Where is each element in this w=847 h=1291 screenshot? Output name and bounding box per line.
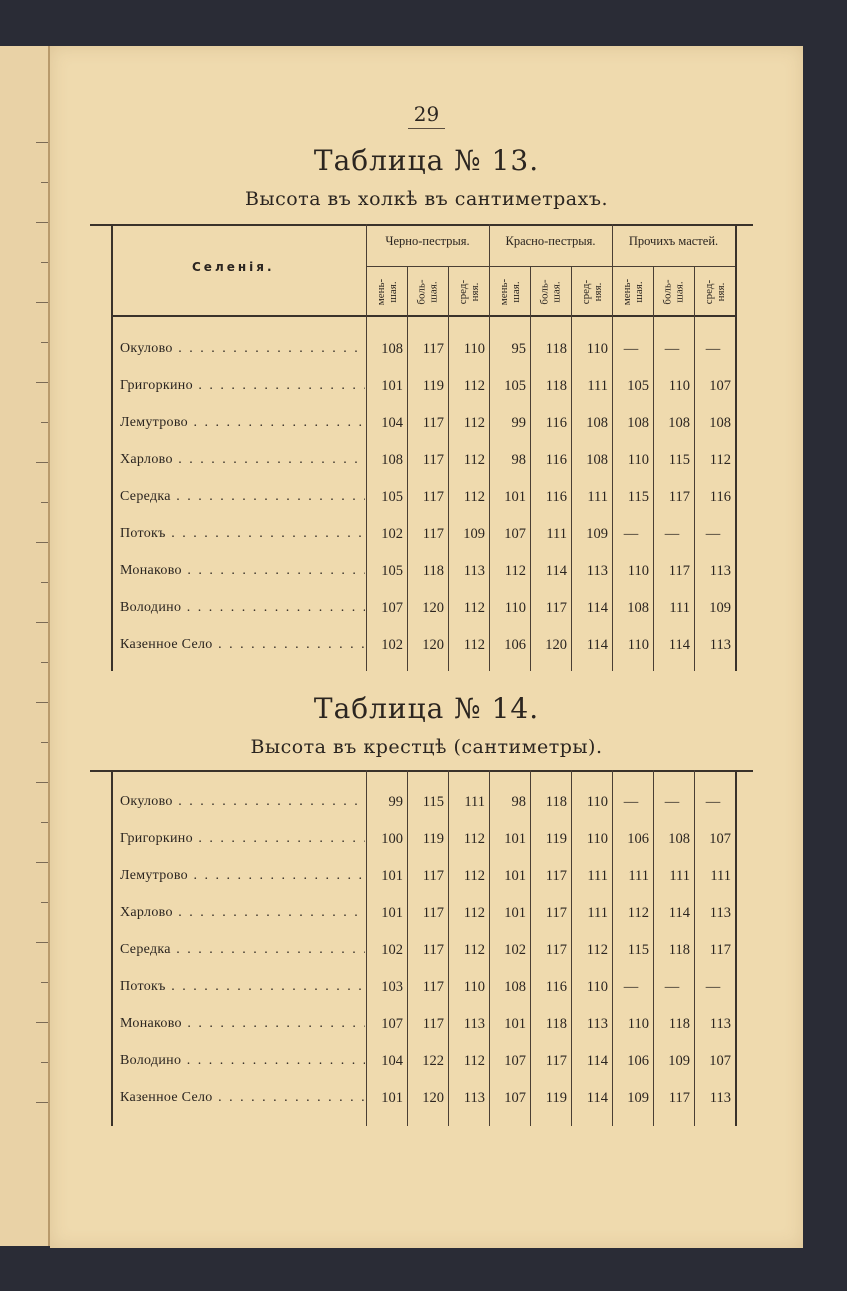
value-cell: 113 xyxy=(709,905,731,921)
table-row xyxy=(50,979,803,999)
value-cell: 111 xyxy=(587,905,608,921)
value-cell: 110 xyxy=(627,637,649,653)
value-cell: 105 xyxy=(381,563,403,579)
value-cell: 120 xyxy=(422,600,444,616)
value-cell: 103 xyxy=(381,979,403,995)
value-cell: 117 xyxy=(422,979,444,995)
value-cell: 118 xyxy=(545,341,567,357)
edge-tick xyxy=(36,462,48,463)
edge-tick xyxy=(36,942,48,943)
value-cell: 107 xyxy=(709,831,731,847)
value-cell: 111 xyxy=(587,378,608,394)
value-cell: — xyxy=(623,794,639,810)
value-cell: 112 xyxy=(463,637,485,653)
value-cell: 113 xyxy=(709,1016,731,1032)
value-cell: 108 xyxy=(504,979,526,995)
edge-tick xyxy=(41,822,48,823)
value-cell: 111 xyxy=(587,868,608,884)
value-cell: — xyxy=(705,341,721,357)
group-header-rule xyxy=(366,266,735,267)
value-cell: 107 xyxy=(381,600,403,616)
value-cell: 116 xyxy=(545,489,567,505)
table-row xyxy=(50,1053,803,1073)
book-page xyxy=(50,46,803,1248)
value-cell: 117 xyxy=(422,526,444,542)
value-cell: 113 xyxy=(463,1016,485,1032)
value-cell: 113 xyxy=(709,563,731,579)
value-cell: 109 xyxy=(463,526,485,542)
subcolumn-header: мень- шая. xyxy=(620,278,645,306)
value-cell: 107 xyxy=(504,1090,526,1106)
value-cell: 110 xyxy=(586,794,608,810)
value-cell: 102 xyxy=(381,637,403,653)
value-cell: 117 xyxy=(422,489,444,505)
value-cell: 117 xyxy=(422,415,444,431)
value-cell: 112 xyxy=(627,905,649,921)
value-cell: 109 xyxy=(586,526,608,542)
village-name: Харлово . . . xyxy=(120,905,365,921)
value-cell: 101 xyxy=(504,1016,526,1032)
value-cell: 112 xyxy=(463,905,485,921)
value-cell: 106 xyxy=(627,1053,649,1069)
subcolumn-header: боль- шая. xyxy=(416,279,440,305)
table-row xyxy=(50,489,803,509)
value-cell: 107 xyxy=(381,1016,403,1032)
value-cell: 112 xyxy=(709,452,731,468)
value-cell: 102 xyxy=(504,942,526,958)
table-top-rule xyxy=(90,224,753,226)
value-cell: 107 xyxy=(504,1053,526,1069)
value-cell: 117 xyxy=(545,905,567,921)
value-cell: 117 xyxy=(545,600,567,616)
table-row xyxy=(50,794,803,814)
village-name: Потокъ . . . xyxy=(120,979,365,995)
value-cell: 114 xyxy=(586,1053,608,1069)
value-cell: 115 xyxy=(627,489,649,505)
value-cell: 110 xyxy=(627,563,649,579)
table-row xyxy=(50,563,803,583)
value-cell: 117 xyxy=(668,1090,690,1106)
value-cell: 112 xyxy=(463,831,485,847)
value-cell: 110 xyxy=(463,979,485,995)
subcolumn-header: сред- няя. xyxy=(456,279,481,305)
value-cell: 110 xyxy=(586,831,608,847)
village-name: Монаково . . . xyxy=(120,563,365,579)
value-cell: 114 xyxy=(545,563,567,579)
value-cell: 116 xyxy=(545,452,567,468)
value-cell: 119 xyxy=(545,831,567,847)
value-cell: 112 xyxy=(463,452,485,468)
village-name: Володино . . . xyxy=(120,1053,365,1069)
value-cell: 119 xyxy=(422,831,444,847)
table-row xyxy=(50,831,803,851)
value-cell: 120 xyxy=(545,637,567,653)
value-cell: 116 xyxy=(545,979,567,995)
value-cell: 100 xyxy=(381,831,403,847)
value-cell: 108 xyxy=(381,452,403,468)
facing-page-edge xyxy=(0,46,50,1246)
edge-tick xyxy=(36,1022,48,1023)
value-cell: 120 xyxy=(422,637,444,653)
value-cell: 102 xyxy=(381,942,403,958)
value-cell: 117 xyxy=(545,1053,567,1069)
value-cell: 116 xyxy=(545,415,567,431)
village-name: Лемутрово . . . xyxy=(120,415,365,431)
value-cell: 102 xyxy=(381,526,403,542)
value-cell: 118 xyxy=(668,1016,690,1032)
edge-tick xyxy=(41,502,48,503)
subcolumn-header: сред- няя. xyxy=(579,279,604,305)
subcolumn-header: сред- няя. xyxy=(702,279,727,305)
value-cell: 111 xyxy=(669,600,690,616)
group-header-3: Прочихъ мастей. xyxy=(628,234,719,248)
edge-tick xyxy=(36,142,48,143)
edge-tick xyxy=(36,542,48,543)
value-cell: 101 xyxy=(504,489,526,505)
table-14-subtitle: Высота въ крестцѣ (сантиметры). xyxy=(250,736,603,758)
value-cell: 119 xyxy=(422,378,444,394)
edge-tick xyxy=(36,862,48,863)
value-cell: — xyxy=(664,794,680,810)
value-cell: 106 xyxy=(627,831,649,847)
edge-tick xyxy=(41,182,48,183)
value-cell: 117 xyxy=(422,341,444,357)
value-cell: 112 xyxy=(463,600,485,616)
value-cell: 112 xyxy=(463,1053,485,1069)
village-name: Лемутрово . . . xyxy=(120,868,365,884)
edge-tick xyxy=(36,222,48,223)
value-cell: 115 xyxy=(668,452,690,468)
village-name: Середка . . . xyxy=(120,942,365,958)
edge-tick xyxy=(41,422,48,423)
value-cell: 101 xyxy=(504,831,526,847)
value-cell: 117 xyxy=(422,452,444,468)
value-cell: 115 xyxy=(627,942,649,958)
value-cell: 110 xyxy=(504,600,526,616)
village-name: Окулово . . . xyxy=(120,341,365,357)
table-row xyxy=(50,1016,803,1036)
edge-tick xyxy=(36,302,48,303)
edge-tick xyxy=(41,742,48,743)
table-row xyxy=(50,942,803,962)
value-cell: 107 xyxy=(709,378,731,394)
edge-tick xyxy=(41,982,48,983)
village-name: Григоркино . . . xyxy=(120,831,365,847)
value-cell: 110 xyxy=(627,452,649,468)
value-cell: 109 xyxy=(709,600,731,616)
village-name: Григоркино . . . xyxy=(120,378,365,394)
value-cell: 111 xyxy=(628,868,649,884)
value-cell: 108 xyxy=(668,415,690,431)
value-cell: 101 xyxy=(381,868,403,884)
subcolumn-header: мень- шая. xyxy=(374,278,399,306)
subcolumn-header: боль- шая. xyxy=(539,279,563,305)
value-cell: 104 xyxy=(381,415,403,431)
value-cell: 113 xyxy=(709,637,731,653)
value-cell: 108 xyxy=(627,600,649,616)
value-cell: 114 xyxy=(586,1090,608,1106)
table-row xyxy=(50,452,803,472)
value-cell: — xyxy=(664,341,680,357)
value-cell: 98 xyxy=(511,794,526,810)
value-cell: 114 xyxy=(586,600,608,616)
value-cell: 114 xyxy=(586,637,608,653)
value-cell: 113 xyxy=(709,1090,731,1106)
value-cell: 110 xyxy=(586,341,608,357)
group-header-2: Красно-пестрыя. xyxy=(505,234,596,248)
value-cell: 110 xyxy=(463,341,485,357)
value-cell: 122 xyxy=(422,1053,444,1069)
village-name: Харлово . . . xyxy=(120,452,365,468)
value-cell: 111 xyxy=(546,526,567,542)
table-row xyxy=(50,341,803,361)
village-name: Монаково . . . xyxy=(120,1016,365,1032)
edge-tick xyxy=(41,662,48,663)
value-cell: 108 xyxy=(627,415,649,431)
edge-tick xyxy=(36,382,48,383)
value-cell: — xyxy=(664,979,680,995)
table-row xyxy=(50,1090,803,1110)
village-name: Потокъ . . . xyxy=(120,526,365,542)
value-cell: 114 xyxy=(668,905,690,921)
value-cell: — xyxy=(623,979,639,995)
value-cell: 117 xyxy=(422,1016,444,1032)
value-cell: 117 xyxy=(422,942,444,958)
value-cell: 95 xyxy=(511,341,526,357)
value-cell: — xyxy=(705,979,721,995)
value-cell: 117 xyxy=(422,868,444,884)
value-cell: 104 xyxy=(381,1053,403,1069)
value-cell: 112 xyxy=(463,942,485,958)
value-cell: 111 xyxy=(669,868,690,884)
value-cell: 118 xyxy=(422,563,444,579)
table-row xyxy=(50,415,803,435)
value-cell: — xyxy=(664,526,680,542)
value-cell: 109 xyxy=(627,1090,649,1106)
value-cell: 117 xyxy=(709,942,731,958)
value-cell: 118 xyxy=(545,1016,567,1032)
value-cell: 117 xyxy=(668,563,690,579)
edge-tick xyxy=(41,1062,48,1063)
village-name: Володино . . . xyxy=(120,600,365,616)
village-name: Казенное Село . . . xyxy=(120,637,365,653)
page-number: 29 xyxy=(50,102,803,126)
value-cell: 117 xyxy=(422,905,444,921)
village-name: Середка . . . xyxy=(120,489,365,505)
subcolumn-header: мень- шая. xyxy=(497,278,522,306)
edge-tick xyxy=(36,1102,48,1103)
value-cell: 113 xyxy=(586,1016,608,1032)
value-cell: 108 xyxy=(586,415,608,431)
value-cell: 113 xyxy=(463,563,485,579)
edge-tick xyxy=(41,342,48,343)
value-cell: — xyxy=(623,526,639,542)
table-13-title: Таблица № 13. xyxy=(313,144,540,177)
group-header-1: Черно-пестрыя. xyxy=(385,234,470,248)
edge-tick xyxy=(36,702,48,703)
value-cell: 107 xyxy=(709,1053,731,1069)
value-cell: 118 xyxy=(668,942,690,958)
value-cell: 112 xyxy=(463,489,485,505)
value-cell: — xyxy=(705,794,721,810)
value-cell: 118 xyxy=(545,794,567,810)
value-cell: 105 xyxy=(627,378,649,394)
edge-tick xyxy=(36,782,48,783)
value-cell: 110 xyxy=(586,979,608,995)
value-cell: 112 xyxy=(463,378,485,394)
value-cell: 117 xyxy=(668,489,690,505)
value-cell: 116 xyxy=(709,489,731,505)
villages-column-header: Селенія. xyxy=(192,260,275,274)
value-cell: 99 xyxy=(388,794,403,810)
value-cell: 110 xyxy=(668,378,690,394)
value-cell: 109 xyxy=(668,1053,690,1069)
value-cell: 108 xyxy=(586,452,608,468)
value-cell: 112 xyxy=(504,563,526,579)
value-cell: 111 xyxy=(587,489,608,505)
value-cell: 105 xyxy=(504,378,526,394)
table-13-subtitle: Высота въ холкѣ въ сантиметрахъ. xyxy=(245,188,608,210)
value-cell: 98 xyxy=(511,452,526,468)
value-cell: 111 xyxy=(710,868,731,884)
value-cell: 117 xyxy=(545,942,567,958)
village-name: Окулово . . . xyxy=(120,794,365,810)
value-cell: 113 xyxy=(463,1090,485,1106)
table-row xyxy=(50,868,803,888)
value-cell: 115 xyxy=(422,794,444,810)
value-cell: 105 xyxy=(381,489,403,505)
table-14-title: Таблица № 14. xyxy=(313,692,540,725)
value-cell: 117 xyxy=(545,868,567,884)
value-cell: 108 xyxy=(381,341,403,357)
value-cell: 108 xyxy=(709,415,731,431)
table-row xyxy=(50,905,803,925)
subcolumn-header: боль- шая. xyxy=(662,279,686,305)
edge-tick xyxy=(41,262,48,263)
value-cell: 108 xyxy=(668,831,690,847)
value-cell: 112 xyxy=(463,415,485,431)
table-row xyxy=(50,600,803,620)
value-cell: 101 xyxy=(504,905,526,921)
village-name: Казенное Село . . . xyxy=(120,1090,365,1106)
value-cell: 113 xyxy=(586,563,608,579)
value-cell: 101 xyxy=(504,868,526,884)
value-cell: 119 xyxy=(545,1090,567,1106)
edge-tick xyxy=(36,622,48,623)
edge-tick xyxy=(41,902,48,903)
value-cell: — xyxy=(705,526,721,542)
value-cell: 114 xyxy=(668,637,690,653)
table-row xyxy=(50,378,803,398)
value-cell: 112 xyxy=(586,942,608,958)
value-cell: 118 xyxy=(545,378,567,394)
value-cell: 99 xyxy=(511,415,526,431)
value-cell: 101 xyxy=(381,905,403,921)
value-cell: 106 xyxy=(504,637,526,653)
edge-tick xyxy=(41,582,48,583)
value-cell: — xyxy=(623,341,639,357)
value-cell: 111 xyxy=(464,794,485,810)
value-cell: 101 xyxy=(381,1090,403,1106)
value-cell: 112 xyxy=(463,868,485,884)
header-bottom-rule xyxy=(112,315,737,317)
value-cell: 110 xyxy=(627,1016,649,1032)
value-cell: 101 xyxy=(381,378,403,394)
table-row xyxy=(50,526,803,546)
value-cell: 120 xyxy=(422,1090,444,1106)
value-cell: 107 xyxy=(504,526,526,542)
table-row xyxy=(50,637,803,657)
